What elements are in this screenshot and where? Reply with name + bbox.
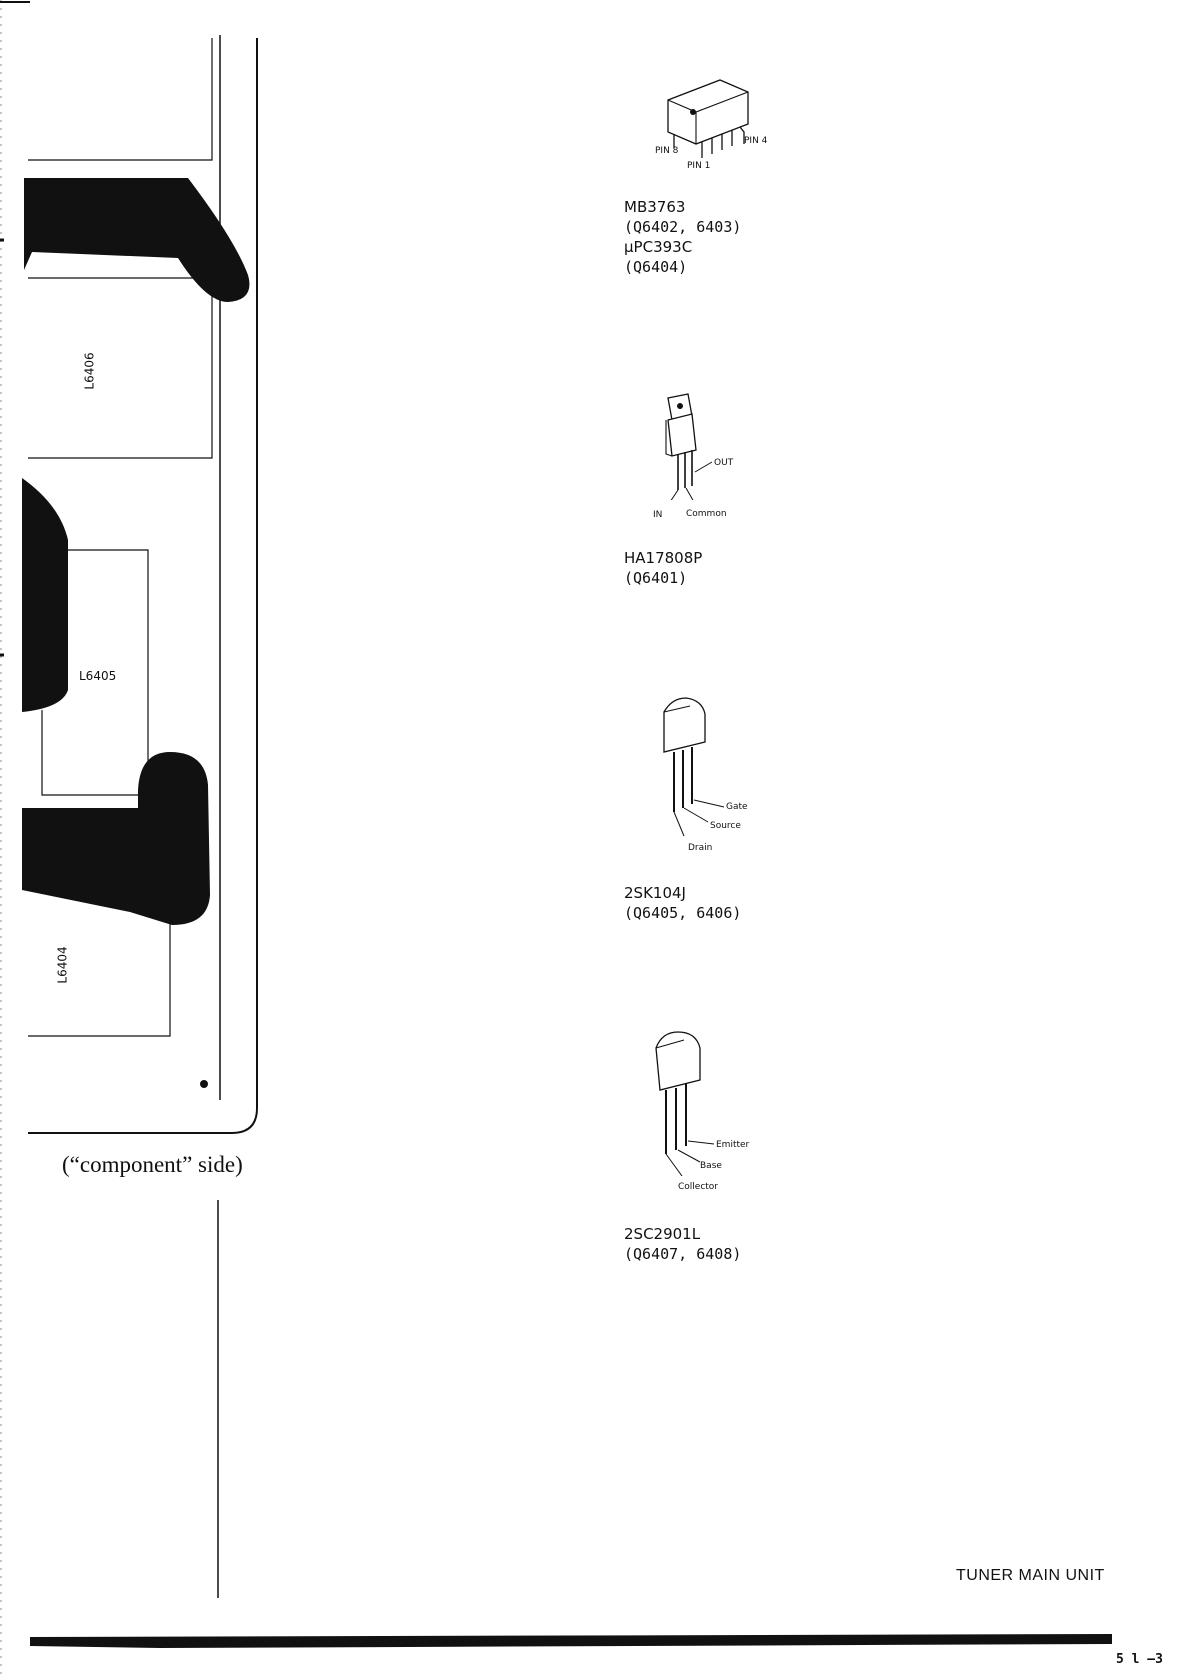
gate-pin-label: Gate bbox=[726, 802, 748, 812]
pin8-label: PIN 8 bbox=[655, 146, 679, 156]
coil-label-l6404: L6404 bbox=[55, 946, 70, 984]
part-ref: (Q6407, 6408) bbox=[624, 1245, 742, 1263]
to92-transistor-icon bbox=[646, 1026, 756, 1176]
out-pin-label: OUT bbox=[714, 458, 734, 468]
part-ref: (Q6402, 6403) bbox=[624, 218, 742, 236]
copper-pad-lower bbox=[22, 752, 210, 925]
coil-label-l6405: L6405 bbox=[79, 669, 117, 683]
common-pin-label: Common bbox=[686, 509, 727, 519]
part-ha17808p bbox=[624, 548, 702, 588]
part-ref: (Q6405, 6406) bbox=[624, 904, 742, 922]
part-name: MB3763 bbox=[624, 198, 686, 216]
part-name: HA17808P bbox=[624, 549, 703, 567]
unit-title: TUNER MAIN UNIT bbox=[956, 1567, 1105, 1584]
page-number: 5 l —3 bbox=[1116, 1652, 1163, 1667]
copper-pad-middle bbox=[22, 478, 68, 712]
to92-fet-icon bbox=[650, 692, 750, 842]
part-alt-name: μPC393C bbox=[624, 238, 693, 256]
drain-pin-label: Drain bbox=[688, 843, 713, 853]
part-mb3763 bbox=[624, 197, 741, 277]
bottom-rule bbox=[30, 1634, 1112, 1648]
part-2sk104j bbox=[624, 883, 741, 923]
to220-package-icon bbox=[640, 390, 750, 500]
copper-pad-upper bbox=[24, 178, 249, 302]
part-name: 2SC2901L bbox=[624, 1225, 701, 1243]
in-pin-label: IN bbox=[653, 510, 663, 520]
part-ref: (Q6401) bbox=[624, 569, 688, 587]
collector-pin-label: Collector bbox=[678, 1182, 719, 1192]
source-pin-label: Source bbox=[710, 821, 741, 831]
emitter-pin-label: Emitter bbox=[716, 1140, 750, 1150]
part-name: 2SK104J bbox=[624, 884, 686, 902]
coil-label-l6406: L6406 bbox=[82, 352, 97, 390]
pin1-label: PIN 1 bbox=[687, 161, 711, 171]
base-pin-label: Base bbox=[700, 1161, 722, 1171]
component-side-caption: (“component” side) bbox=[62, 1152, 243, 1177]
mounting-hole bbox=[200, 1080, 208, 1088]
part-2sc2901l bbox=[624, 1224, 741, 1264]
pin4-label: PIN 4 bbox=[744, 136, 768, 146]
part-alt-ref: (Q6404) bbox=[624, 258, 688, 276]
